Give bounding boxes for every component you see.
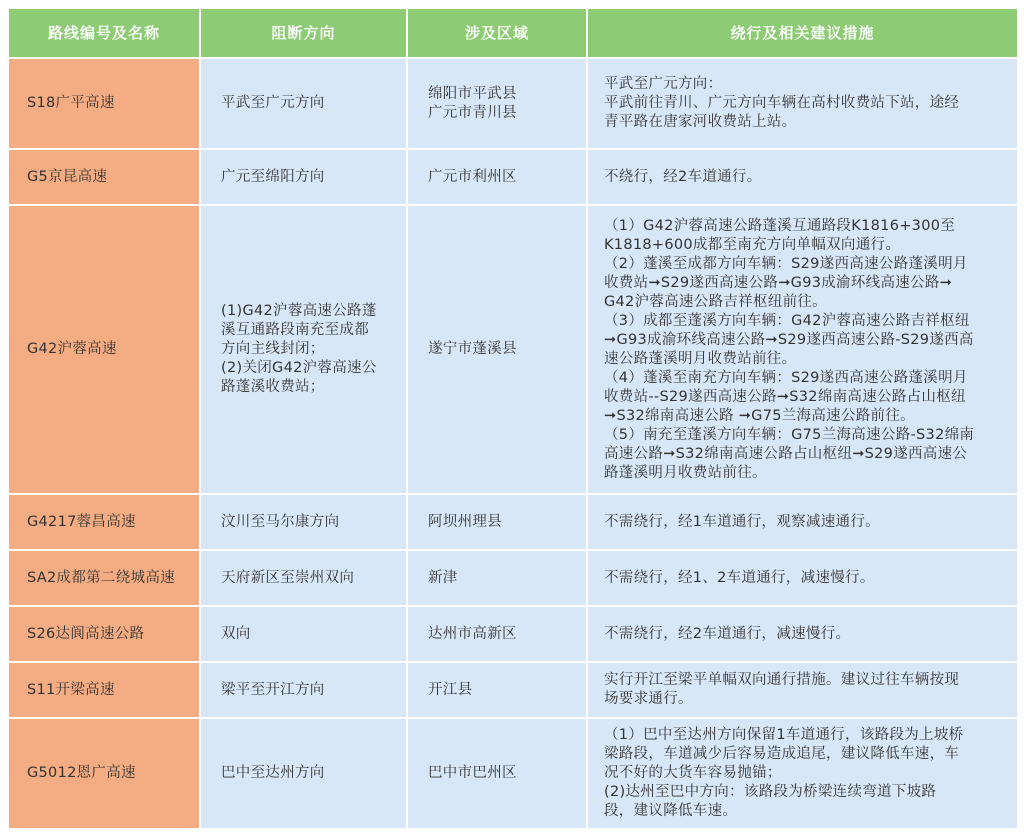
area-cell: 开江县 [408, 663, 588, 719]
area-cell: 达州市高新区 [408, 607, 588, 663]
header-advice: 绕行及相关建议措施 [588, 9, 1017, 59]
header-direction: 阻断方向 [201, 9, 408, 59]
direction-cell: 广元至绵阳方向 [201, 150, 408, 206]
route-name-cell: G42沪蓉高速 [9, 206, 201, 495]
advice-cell: 实行开江至梁平单幅双向通行措施。建议过往车辆按现 场要求通行。 [588, 663, 1017, 719]
route-name-cell: G5012恩广高速 [9, 719, 201, 830]
route-name-cell: S26达阆高速公路 [9, 607, 201, 663]
direction-cell: (1)G42沪蓉高速公路蓬 溪互通路段南充至成都 方向主线封闭； (2)关闭G42沪蓉高速公 路蓬溪收费站； [201, 206, 408, 495]
route-name-cell: G4217蓉昌高速 [9, 495, 201, 551]
header-route: 路线编号及名称 [9, 9, 201, 59]
road-closure-table [8, 8, 1016, 829]
advice-cell: 不需绕行，经1车道通行，观察减速通行。 [588, 495, 1017, 551]
direction-cell: 平武至广元方向 [201, 59, 408, 150]
route-name-cell: S18广平高速 [9, 59, 201, 150]
advice-cell: （1）G42沪蓉高速公路蓬溪互通路段K1816+300至 K1818+600成都至南充方向单幅双向通行。 （2）蓬溪至成都方向车辆：S29遂西高速公路蓬溪明月 收费站➞S29遂西高速公路➞G93成渝环线高速公路➞ G42沪蓉高速公路吉祥枢纽前往。 （3）成都至蓬溪方向车辆：G42沪蓉高速公路吉祥枢纽 ➞G93成渝环线高速公路➞S29遂西高速公路-S29遂西高 速公路蓬溪明月收费站前往。 （4）蓬溪至南充方向车辆：S29遂西高速公路蓬溪明月 收费站--S29遂西高速公路➞S32绵南高速公路占山枢纽 ➞S32绵南高速公路 ➞G75兰海高速公路前往。 （5）南充至蓬溪方向车辆：G75兰海高速公路-S32绵南 高速公路➞S32绵南高速公路占山枢纽➞S29遂西高速公 路蓬溪明月收费站前往。 [588, 206, 1017, 495]
header-area: 涉及区域 [408, 9, 588, 59]
area-cell: 巴中市巴州区 [408, 719, 588, 830]
advice-cell: 不需绕行，经2车道通行，减速慢行。 [588, 607, 1017, 663]
route-name-cell: SA2成都第二绕城高速 [9, 551, 201, 607]
advice-cell: 不需绕行，经1、2车道通行，减速慢行。 [588, 551, 1017, 607]
area-cell: 绵阳市平武县 广元市青川县 [408, 59, 588, 150]
area-cell: 广元市利州区 [408, 150, 588, 206]
direction-cell: 天府新区至崇州双向 [201, 551, 408, 607]
area-cell: 阿坝州理县 [408, 495, 588, 551]
direction-cell: 双向 [201, 607, 408, 663]
route-name-cell: S11开梁高速 [9, 663, 201, 719]
route-name-cell: G5京昆高速 [9, 150, 201, 206]
area-cell: 遂宁市蓬溪县 [408, 206, 588, 495]
advice-cell: 平武至广元方向： 平武前往青川、广元方向车辆在高村收费站下站，途经 青平路在唐家河收费站上站。 [588, 59, 1017, 150]
direction-cell: 巴中至达州方向 [201, 719, 408, 830]
direction-cell: 汶川至马尔康方向 [201, 495, 408, 551]
advice-cell: （1）巴中至达州方向保留1车道通行，该路段为上坡桥 梁路段，车道减少后容易造成追尾，建议降低车速，车 况不好的大货车容易抛锚； (2)达州至巴中方向：该路段为桥梁连续弯道下坡路 段，建议降低车速。 [588, 719, 1017, 830]
advice-cell: 不绕行，经2车道通行。 [588, 150, 1017, 206]
direction-cell: 梁平至开江方向 [201, 663, 408, 719]
area-cell: 新津 [408, 551, 588, 607]
